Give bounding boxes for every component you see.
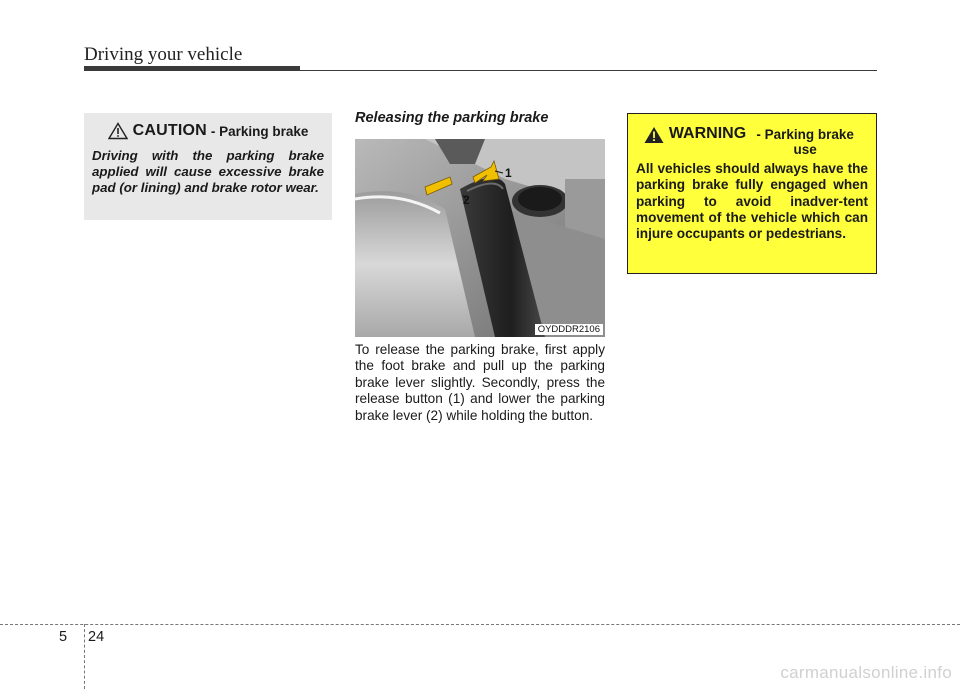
header-rule-thick <box>84 66 300 71</box>
footer-rule <box>0 624 960 625</box>
warning-label: WARNING <box>668 125 747 142</box>
callout-1: 1 <box>505 166 512 180</box>
section-heading: Releasing the parking brake <box>355 110 549 126</box>
caution-label: CAUTION <box>132 122 207 139</box>
caution-text: Driving with the parking brake applied will cause excessive brake pad (or lining) and brake rotor wear. <box>92 148 324 195</box>
parking-brake-illustration <box>355 139 605 337</box>
warning-triangle-icon <box>644 126 664 144</box>
page-number: 24 <box>88 629 105 645</box>
caution-header <box>92 122 324 140</box>
warning-subtitle: - Parking brake use <box>756 127 854 157</box>
header-title: Driving your vehicle <box>84 44 243 65</box>
chapter-number: 5 <box>59 629 68 645</box>
caution-box <box>84 113 332 220</box>
caution-triangle-icon <box>108 122 128 140</box>
warning-header <box>636 125 868 157</box>
caution-subtitle: - Parking brake <box>210 123 309 139</box>
release-instructions: To release the parking brake, first apply the foot brake and pull up the parking brake lever slightly. Secondly, press the release button (1) and lower the parking brake lever (2) while holding the button. <box>355 342 605 423</box>
callout-2: 2 <box>463 193 470 207</box>
warning-text: All vehicles should always have the parking brake fully engaged when parking to avoid inadver-tent movement of the vehicle which can injure occupants or pedestrians. <box>636 161 868 242</box>
footer-divider <box>84 624 85 689</box>
parking-brake-photo <box>355 139 605 337</box>
photo-code: OYDDDR2106 <box>535 324 603 335</box>
header-rule-thin <box>300 70 877 71</box>
watermark: carmanualsonline.info <box>780 663 952 682</box>
warning-box <box>627 113 877 274</box>
